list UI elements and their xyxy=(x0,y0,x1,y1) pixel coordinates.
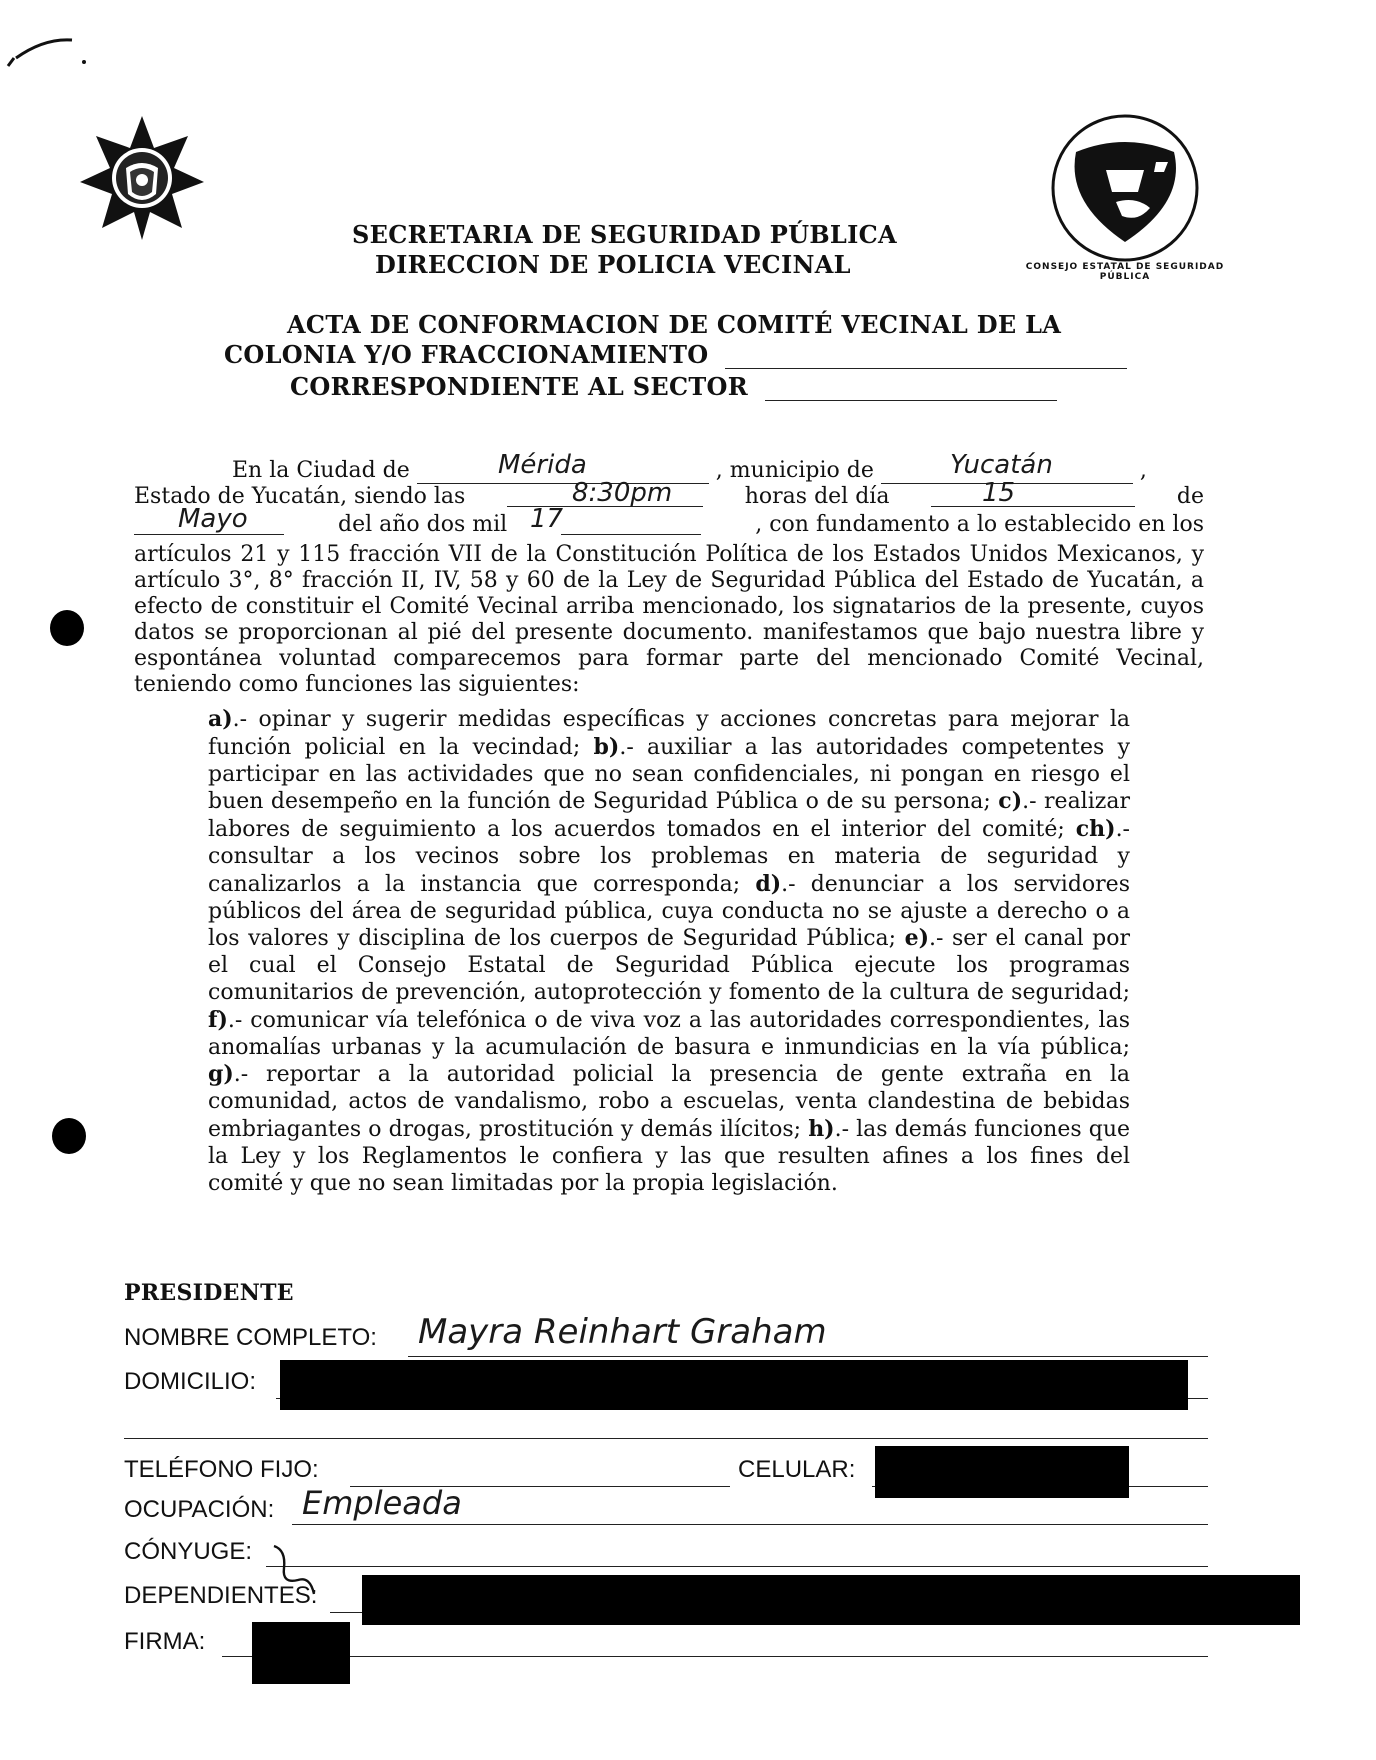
celular-label: CELULAR: xyxy=(738,1456,856,1483)
domicilio-line-2[interactable] xyxy=(124,1438,1208,1439)
domicilio-redaction xyxy=(280,1360,1188,1410)
domicilio-label: DOMICILIO: xyxy=(124,1368,257,1395)
municipio-handwritten: Yucatán xyxy=(950,450,1053,480)
nombre-handwritten: Mayra Reinhart Graham xyxy=(418,1312,827,1352)
conyuge-label: CÓNYUGE: xyxy=(124,1538,253,1565)
pen-mark xyxy=(4,18,94,73)
firma-label: FIRMA: xyxy=(124,1628,206,1655)
dia-field[interactable] xyxy=(931,484,1135,507)
telefono-label: TELÉFONO FIJO: xyxy=(124,1456,319,1483)
intro-paragraph: artículos 21 y 115 fracción VII de la Constitución Política de los Estados Unidos Mexicanos, y artículo 3°, 8° fracción II, IV, 58 y 60 de la Ley de Seguridad Pública del Estado de Yucatán, a efecto de constituir el Comité Vecinal arriba mencionado, los signatarios de la presente, cuyos datos se proporcionan al pié del presente documento. manifestamos que bajo nuestra libre y espontánea voluntad comparecemos para formar parte del mencionado Comité Vecinal, teniendo como funciones las siguientes: xyxy=(134,542,1204,697)
title-line-1: ACTA DE CONFORMACION DE COMITÉ VECINAL DE LA xyxy=(287,310,1062,339)
police-star-logo xyxy=(76,112,208,244)
title-line-3-text: CORRESPONDIENTE AL SECTOR xyxy=(290,372,748,401)
ocupacion-label: OCUPACIÓN: xyxy=(124,1496,275,1523)
consejo-seal-logo xyxy=(1046,112,1204,264)
firma-line[interactable] xyxy=(222,1656,1208,1657)
intro-line-1: En la Ciudad de , municipio de , xyxy=(232,458,1147,483)
ocupacion-handwritten: Empleada xyxy=(302,1484,462,1522)
sector-field[interactable] xyxy=(765,378,1057,401)
celular-redaction xyxy=(875,1446,1129,1498)
header-line-1: SECRETARIA DE SEGURIDAD PÚBLICA xyxy=(352,220,897,249)
dependientes-label: DEPENDIENTES: xyxy=(124,1582,318,1609)
conyuge-line[interactable] xyxy=(266,1566,1208,1567)
nombre-label: NOMBRE COMPLETO: xyxy=(124,1324,377,1351)
dia-handwritten: 15 xyxy=(982,478,1016,508)
section-presidente: PRESIDENTE xyxy=(124,1280,294,1306)
anio-field[interactable] xyxy=(561,512,701,535)
ciudad-handwritten: Mérida xyxy=(498,450,587,480)
seal-text: CONSEJO ESTATAL DE SEGURIDAD PÚBLICA xyxy=(1025,262,1225,282)
functions-list: a).- opinar y sugerir medidas específicas y acciones concretas para mejorar la función policial en la vecindad; b).- auxiliar a las autoridades competentes y participar en las actividades que no sean confidenciales, ni pongan en riesgo el buen desempeño en la función de Seguridad Pública o de su persona; c).- realizar labores de seguimiento a los acuerdos tomados en el interior del comité; ch).- consultar a los vecinos sobre los problemas en materia de seguridad y canalizarlos a la instancia que corresponda; d).- denunciar a los servidores públicos del área de seguridad pública, cuya conducta no se ajuste a derecho o a los valores y disciplina de los cuerpos de Seguridad Pública; e).- ser el canal por el cual el Consejo Estatal de Seguridad Pública ejecute los programas comunitarios de prevención, autoprotección y fomento de la cultura de seguridad; f).- comunicar vía telefónica o de viva voz a las autoridades correspondientes, las anomalías urbanas y la acumulación de basura e inmundicias en la vía pública; g).- reportar a la autoridad policial la presencia de gente extraña en la comunidad, actos de vandalismo, robo a escuelas, venta clandestina de bebidas embriagantes o drogas, prostitución y demás ilícitos; h).- las demás funciones que la Ley y los Reglamentos le confiera y las que resulten afines a los fines del comité y que no sean limitadas por la propia legislación. xyxy=(208,706,1131,1196)
anio-handwritten: 17 xyxy=(530,504,564,534)
title-line-2-text: COLONIA Y/O FRACCIONAMIENTO xyxy=(224,340,709,369)
intro-line-3: del año dos mil , con fundamento a lo establecido en los xyxy=(134,512,1204,538)
nombre-line[interactable] xyxy=(408,1356,1208,1357)
intro-line-2: Estado de Yucatán, siendo las horas del día de xyxy=(134,484,1204,509)
dependientes-redaction xyxy=(362,1575,1300,1625)
ocupacion-line[interactable] xyxy=(292,1524,1208,1525)
title-line-2 xyxy=(224,340,1127,369)
header-line-2: DIRECCION DE POLICIA VECINAL xyxy=(375,250,851,279)
hora-handwritten: 8:30pm xyxy=(572,478,673,508)
hole-punch-bottom xyxy=(52,1118,86,1154)
title-line-3 xyxy=(290,372,1057,401)
colonia-field[interactable] xyxy=(725,346,1127,369)
mes-handwritten: Mayo xyxy=(178,504,248,534)
hole-punch-top xyxy=(50,610,84,646)
firma-redaction xyxy=(252,1622,350,1684)
